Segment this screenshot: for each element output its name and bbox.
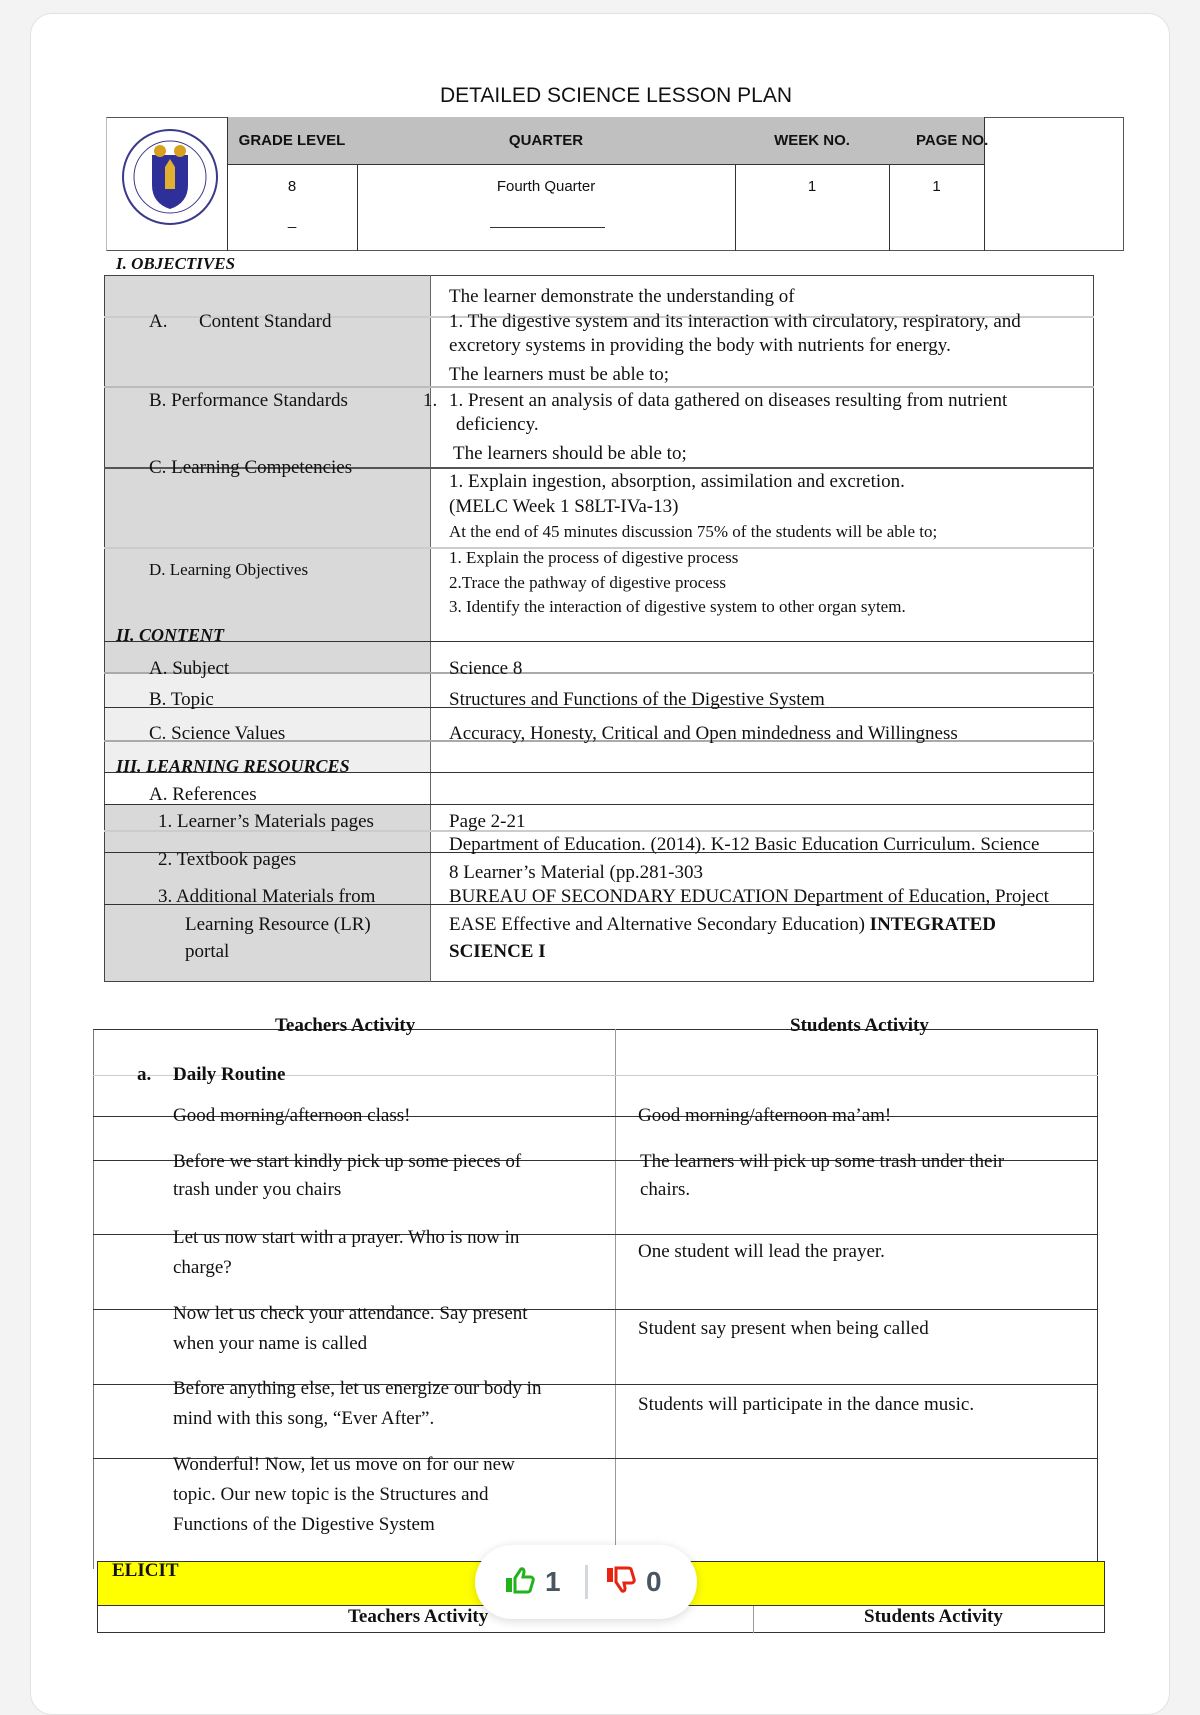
- additional-materials-label: portal: [185, 941, 230, 962]
- subject-value: Science 8: [449, 658, 523, 679]
- additional-materials-label: 3. Additional Materials from: [158, 886, 376, 907]
- like-button[interactable]: [505, 1564, 561, 1600]
- teacher-activity: trash under you chairs: [173, 1179, 342, 1200]
- learners-materials-value: Page 2-21: [449, 811, 526, 832]
- objective-line: 3. Identify the interaction of digestive system to other organ sytem.: [449, 597, 906, 616]
- student-activity: Student say present when being called: [638, 1318, 929, 1339]
- performance-standards-label: B. Performance Standards: [149, 390, 348, 411]
- thumbs-up-icon: [505, 1566, 535, 1599]
- additional-materials-label: Learning Resource (LR): [185, 914, 371, 935]
- teacher-activity: when your name is called: [173, 1333, 368, 1354]
- student-activity: One student will lead the prayer.: [638, 1241, 885, 1262]
- week-no-value: 1: [807, 178, 817, 195]
- performance-line: The learners must be able to;: [449, 364, 670, 385]
- content-standard-line: 1. The digestive system and its interaction with circulatory, respiratory, and: [449, 311, 1021, 332]
- teacher-activity: charge?: [173, 1257, 232, 1278]
- teacher-activity: Good morning/afternoon class!: [173, 1105, 411, 1126]
- teacher-activity: mind with this song, “Ever After”.: [173, 1408, 435, 1429]
- elicit-teachers-header: Teachers Activity: [348, 1606, 489, 1627]
- objective-line: At the end of 45 minutes discussion 75% of the students will be able to;: [449, 522, 938, 541]
- teachers-activity-header: Teachers Activity: [275, 1015, 416, 1036]
- dislike-button[interactable]: [606, 1564, 662, 1600]
- science-values-value: Accuracy, Honesty, Critical and Open mindedness and Willingness: [449, 723, 958, 744]
- header-quarter: QUARTER: [508, 132, 584, 149]
- additional-line: EASE Effective and Alternative Secondary Education) INTEGRATED: [449, 914, 997, 935]
- dislike-count: 0: [646, 1566, 662, 1597]
- learning-competencies-label: C. Learning Competencies: [149, 457, 353, 478]
- learners-materials-label: 1. Learner’s Materials pages: [158, 811, 374, 832]
- objective-line: 2.Trace the pathway of digestive process: [449, 573, 726, 592]
- objective-line: 1. Explain the process of digestive process: [449, 548, 739, 567]
- quarter-value: Fourth Quarter: [496, 178, 596, 195]
- additional-line-bold: SCIENCE I: [449, 941, 546, 962]
- learning-objectives-label: D. Learning Objectives: [149, 560, 309, 579]
- teacher-activity: Now let us check your attendance. Say present: [173, 1303, 528, 1324]
- performance-line: deficiency.: [456, 414, 539, 435]
- student-activity: Students will participate in the dance music.: [638, 1394, 975, 1415]
- header-page-no: PAGE NO.: [916, 132, 989, 149]
- content-standard-line: excretory systems in providing the body with nutrients for energy.: [449, 335, 951, 356]
- grade-level-dash: _: [287, 212, 297, 229]
- topic-label: B. Topic: [149, 689, 214, 710]
- elicit-label: ELICIT: [112, 1560, 179, 1581]
- elicit-students-header: Students Activity: [864, 1606, 1003, 1627]
- like-count: 1: [545, 1566, 561, 1597]
- reactions-bar: [475, 1545, 697, 1619]
- textbook-line: Department of Education. (2014). K-12 Basic Education Curriculum. Science: [449, 834, 1040, 855]
- additional-line: BUREAU OF SECONDARY EDUCATION Department of Education, Project: [449, 886, 1049, 907]
- content-standard-line: The learner demonstrate the understanding of: [449, 286, 795, 307]
- performance-line: 1. Present an analysis of data gathered on diseases resulting from nutrient: [449, 390, 1008, 411]
- header-grade-level: GRADE LEVEL: [238, 132, 346, 149]
- teacher-activity: Before we start kindly pick up some pieces of: [173, 1151, 522, 1172]
- thumbs-down-icon: [606, 1566, 636, 1599]
- resources-heading: III. LEARNING RESOURCES: [116, 756, 350, 776]
- grade-level-value: 8: [287, 178, 297, 195]
- content-heading: II. CONTENT: [116, 625, 225, 645]
- teacher-activity: Let us now start with a prayer. Who is now in: [173, 1227, 520, 1248]
- page-title: DETAILED SCIENCE LESSON PLAN: [439, 84, 793, 107]
- textbook-line: 8 Learner’s Material (pp.281-303: [449, 862, 703, 883]
- student-activity: The learners will pick up some trash under their: [640, 1151, 1005, 1172]
- content-standard-letter: A.: [149, 311, 168, 332]
- teacher-activity: topic. Our new topic is the Structures and: [173, 1484, 489, 1505]
- competency-line: 1. Explain ingestion, absorption, assimilation and excretion.: [449, 471, 905, 492]
- header-week-no: WEEK NO.: [774, 132, 850, 149]
- deped-seal-logo: [120, 127, 220, 227]
- student-activity: chairs.: [640, 1179, 691, 1200]
- content-standard-label: Content Standard: [199, 311, 332, 332]
- students-activity-header: Students Activity: [790, 1015, 929, 1036]
- textbook-label: 2. Textbook pages: [158, 849, 297, 870]
- student-activity: Good morning/afternoon ma’am!: [638, 1105, 892, 1126]
- references-label: A. References: [149, 784, 257, 805]
- daily-routine-letter: a.: [137, 1064, 152, 1085]
- teacher-activity: Before anything else, let us energize our body in: [173, 1378, 542, 1399]
- performance-list-marker: 1.: [423, 390, 438, 411]
- competency-line: (MELC Week 1 S8LT-IVa-13): [449, 496, 679, 517]
- page-no-value: 1: [932, 178, 941, 195]
- teacher-activity: Functions of the Digestive System: [173, 1514, 435, 1535]
- subject-label: A. Subject: [149, 658, 230, 679]
- objectives-heading: I. OBJECTIVES: [116, 254, 236, 273]
- science-values-label: C. Science Values: [149, 723, 286, 744]
- daily-routine-label: Daily Routine: [173, 1064, 286, 1085]
- competency-line: The learners should be able to;: [453, 443, 687, 464]
- topic-value: Structures and Functions of the Digestive System: [449, 689, 825, 710]
- teacher-activity: Wonderful! Now, let us move on for our new: [173, 1454, 515, 1475]
